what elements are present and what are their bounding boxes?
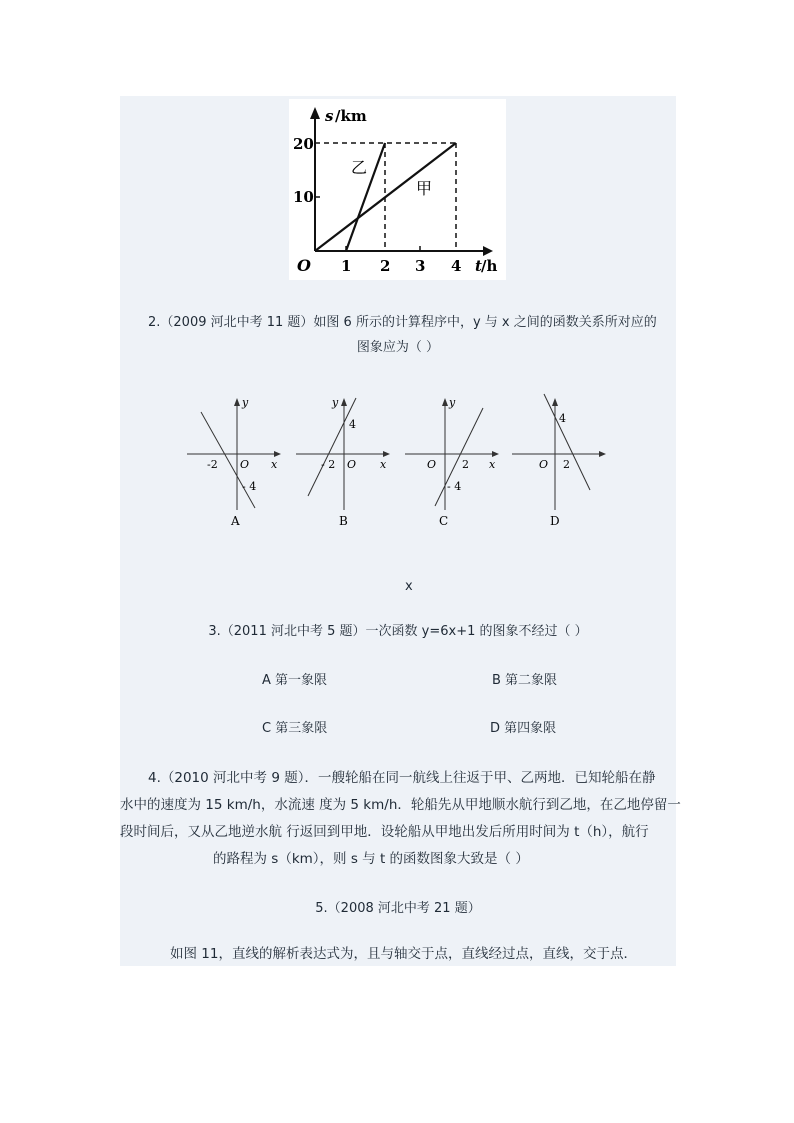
x-axis-label-t: t <box>475 257 482 275</box>
q4-line4: 的路程为 s（km），则 s 与 t 的函数图象大致是（ ） <box>213 851 529 867</box>
q3-option-c: C 第三象限 <box>262 721 328 736</box>
x-tick-4: 4 <box>451 257 462 275</box>
y-tick-20: 20 <box>293 135 314 153</box>
q4-line1: 4.（2010 河北中考 9 题）．一艘轮船在同一航线上往返于甲、乙两地．已知轮船在静 <box>148 770 656 786</box>
st-graph-figure <box>289 99 506 280</box>
y-axis-label-s: s <box>325 107 334 125</box>
svg-text:y: y <box>242 396 249 409</box>
svg-text:O: O <box>240 458 250 471</box>
line-yi-label: 乙 <box>351 158 368 177</box>
q3-option-d: D 第四象限 <box>490 721 557 736</box>
x-tick-1: 1 <box>341 257 352 275</box>
q2-line2: 图象应为（ ） <box>356 340 440 355</box>
origin-label: O <box>297 256 311 275</box>
y-tick-10: 10 <box>293 188 314 206</box>
q3-option-a: A 第一象限 <box>262 673 328 688</box>
svg-text:4: 4 <box>559 412 566 425</box>
x-axis-label-unit: /h <box>481 257 498 275</box>
q5-body: 如图 11，直线的解析表达式为，且与轴交于点，直线经过点，直线，交于点． <box>170 946 637 962</box>
svg-text:O: O <box>347 458 357 471</box>
option-graph-b <box>294 392 394 532</box>
svg-text:O: O <box>539 458 549 471</box>
q4-line3: 段时间后，又从乙地逆水航 行返回到甲地．设轮船从甲地出发后所用时间为 t（h），航行 <box>120 824 649 840</box>
option-graph-c <box>403 392 503 532</box>
q2-line1: 2.（2009 河北中考 11 题）如图 6 所示的计算程序中，y 与 x 之间的函数关系所对应的 <box>148 315 657 330</box>
svg-text:- 4: - 4 <box>242 480 257 493</box>
y-axis-label-unit: /km <box>335 107 367 125</box>
option-c-letter: C <box>439 514 449 528</box>
option-graph-d <box>510 392 610 532</box>
svg-text:2: 2 <box>563 458 570 471</box>
q5-title: 5.（2008 河北中考 21 题） <box>315 901 481 916</box>
svg-text:x: x <box>271 458 278 471</box>
option-b-letter: B <box>339 514 348 528</box>
svg-text:y: y <box>449 396 456 409</box>
q3-option-b: B 第二象限 <box>492 673 558 688</box>
x-tick-2: 2 <box>380 257 391 275</box>
svg-text:x: x <box>489 458 496 471</box>
stray-x-label: x <box>405 579 413 594</box>
option-d-letter: D <box>550 514 560 528</box>
svg-text:2: 2 <box>462 458 469 471</box>
x-tick-3: 3 <box>415 257 426 275</box>
svg-text:-2: -2 <box>207 458 218 471</box>
svg-text:- 4: - 4 <box>447 480 462 493</box>
line-jia-label: 甲 <box>416 179 433 198</box>
q3-stem: 3.（2011 河北中考 5 题）一次函数 y=6x+1 的图象不经过（ ） <box>208 624 588 639</box>
option-a-letter: A <box>231 514 240 528</box>
svg-text:4: 4 <box>349 418 356 431</box>
svg-text:- 2: - 2 <box>321 458 336 471</box>
svg-text:x: x <box>380 458 387 471</box>
q4-line2: 水中的速度为 15 km/h，水流速 度为 5 km/h．轮船先从甲地顺水航行到乙地，在乙地停留一 <box>120 797 681 813</box>
option-graph-a <box>185 392 285 532</box>
svg-text:y: y <box>332 396 339 409</box>
svg-text:O: O <box>427 458 437 471</box>
